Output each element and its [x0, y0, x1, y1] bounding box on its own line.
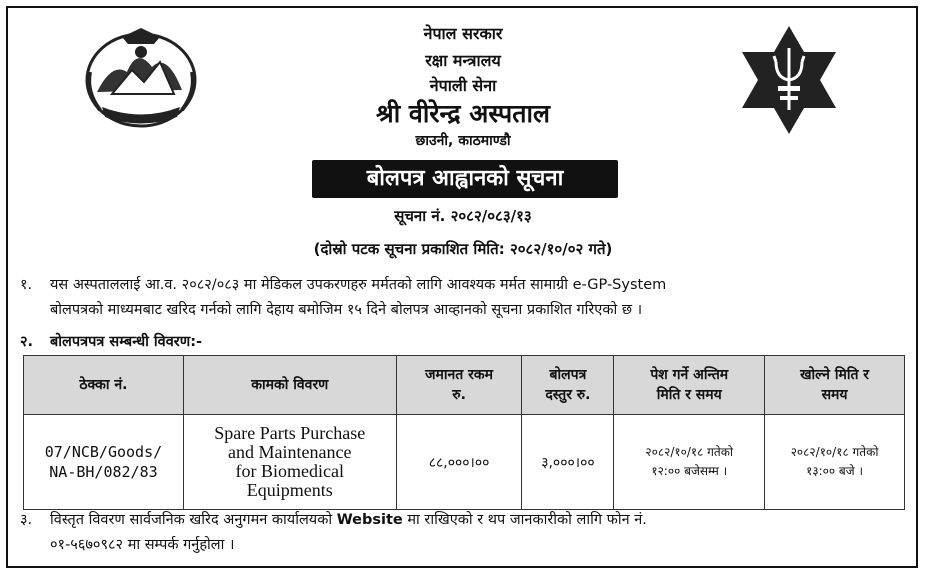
cell-bid-fee: ३,०००।००: [522, 415, 614, 510]
paragraph-3-text-post: मा राखिएको र थप जानकारीको लागि फोन नं.: [402, 512, 647, 528]
cell-opening-date: २०८२/१०/१८ गतेको १३:०० बजे ।: [765, 415, 905, 510]
tender-table: [23, 355, 905, 510]
paragraph-1-number: १.: [20, 277, 33, 293]
hospital-location: छाउनी, काठमाण्डौ: [415, 133, 511, 149]
paragraph-1-line-1: यस अस्पताललाई आ.व. २०८२/०८३ मा मेडिकल उपकरणहरु मर्मतको लागि आवश्यक मर्मत सामाग्री e-GP-System: [50, 277, 667, 293]
paragraph-2: [20, 330, 904, 355]
army-name: नेपाली सेना: [429, 76, 497, 95]
govt-name: नेपाल सरकार: [423, 24, 503, 43]
second-publication-date: (दोस्रो पटक सूचना प्रकाशित मिति: २०८२/१०/०२ गते): [313, 240, 613, 258]
cell-work-description: Spare Parts Purchase and Maintenance for Biomedical Equipments: [183, 415, 396, 510]
paragraph-1: [20, 273, 904, 323]
cell-bid-security: ८८,०००।००: [396, 415, 522, 510]
paragraph-3: [20, 508, 904, 558]
notice-title-banner: बोलपत्र आह्वानको सूचना: [312, 160, 618, 198]
website-link-text: Website: [336, 512, 403, 528]
paragraph-3-line-2: ०१-५६७०९८२ मा सम्पर्क गर्नुहोला ।: [50, 537, 235, 553]
header-bid-fee: बोलपत्र दस्तुर रु.: [522, 356, 614, 415]
header-bid-security: जमानत रकम रु.: [396, 356, 522, 415]
ministry-name: रक्षा मन्त्रालय: [425, 51, 501, 70]
paragraph-2-number: २.: [20, 334, 34, 350]
hospital-name: श्री वीरेन्द्र अस्पताल: [376, 99, 550, 128]
header-work-description: कामको विवरण: [183, 356, 396, 415]
table-row: [24, 415, 905, 510]
cell-submission-deadline: २०८२/१०/१८ गतेको १२:०० बजेसम्म ।: [614, 415, 765, 510]
paragraph-3-number: ३.: [20, 512, 33, 528]
table-header-row: [24, 356, 905, 415]
paragraph-1-line-2: बोलपत्रको माध्यमबाट खरिद गर्नको लागि देहाय बमोजिम १५ दिने बोलपत्र आव्हानको सूचना प्रकाशित गरिएको छ ।: [50, 302, 643, 318]
notice-number: सूचना नं. २०८२/०८३/१३: [394, 207, 532, 225]
header-opening-date: खोल्ने मिति र समय: [765, 356, 905, 415]
header-contract-no: ठेक्का नं.: [24, 356, 184, 415]
cell-contract-no: 07/NCB/Goods/ NA-BH/082/83: [24, 415, 184, 510]
paragraph-3-text-pre: विस्तृत विवरण सार्वजनिक खरिद अनुगमन कार्यालयको: [50, 512, 337, 528]
paragraph-2-heading: बोलपत्रपत्र सम्बन्धी विवरण:-: [50, 334, 203, 350]
header-submission-deadline: पेश गर्ने अन्तिम मिति र समय: [614, 356, 765, 415]
